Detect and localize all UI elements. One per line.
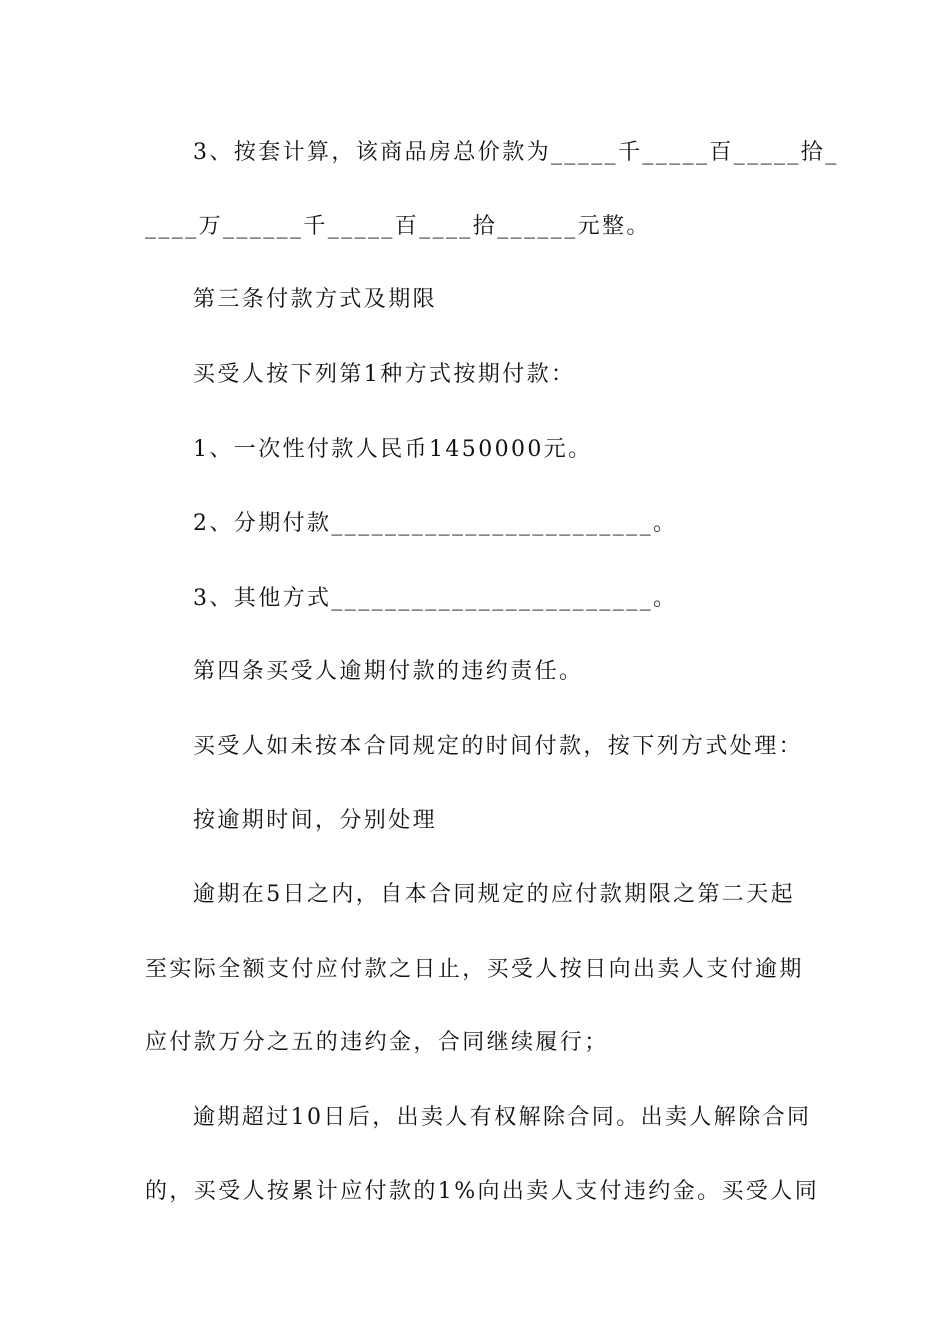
within-5-days-line-1: 逾期在5日之内，自本合同规定的应付款期限之第二天起	[193, 882, 795, 907]
article-4-heading: 第四条买受人逾期付款的违约责任。	[193, 659, 584, 684]
within-5-days-line-3: 应付款万分之五的违约金，合同继续履行；	[145, 1030, 609, 1055]
clause-3-total-price-line-2: ____万______千_____百____拾______元整。	[145, 214, 651, 239]
over-10-days-line-2: 的，买受人按累计应付款的1%向出卖人支付违约金。买受人同	[145, 1179, 820, 1204]
over-10-days-line-1: 逾期超过10日后，出卖人有权解除合同。出卖人解除合同	[193, 1105, 812, 1130]
article-3-heading: 第三条付款方式及期限	[193, 287, 438, 312]
clause-3-total-price-line-1: 3、按套计算，该商品房总价款为_____千_____百_____拾_	[193, 140, 839, 165]
payment-option-2: 2、分期付款________________________。	[193, 511, 678, 536]
payment-method-intro: 买受人按下列第1种方式按期付款：	[193, 362, 576, 387]
late-payment-handling: 按逾期时间，分别处理	[193, 808, 438, 833]
payment-option-3: 3、其他方式________________________。	[193, 586, 678, 611]
within-5-days-line-2: 至实际全额支付应付款之日止，买受人按日向出卖人支付逾期	[145, 957, 804, 982]
late-payment-intro: 买受人如未按本合同规定的时间付款，按下列方式处理：	[193, 734, 804, 759]
payment-option-1: 1、一次性付款人民币1450000元。	[193, 437, 593, 462]
